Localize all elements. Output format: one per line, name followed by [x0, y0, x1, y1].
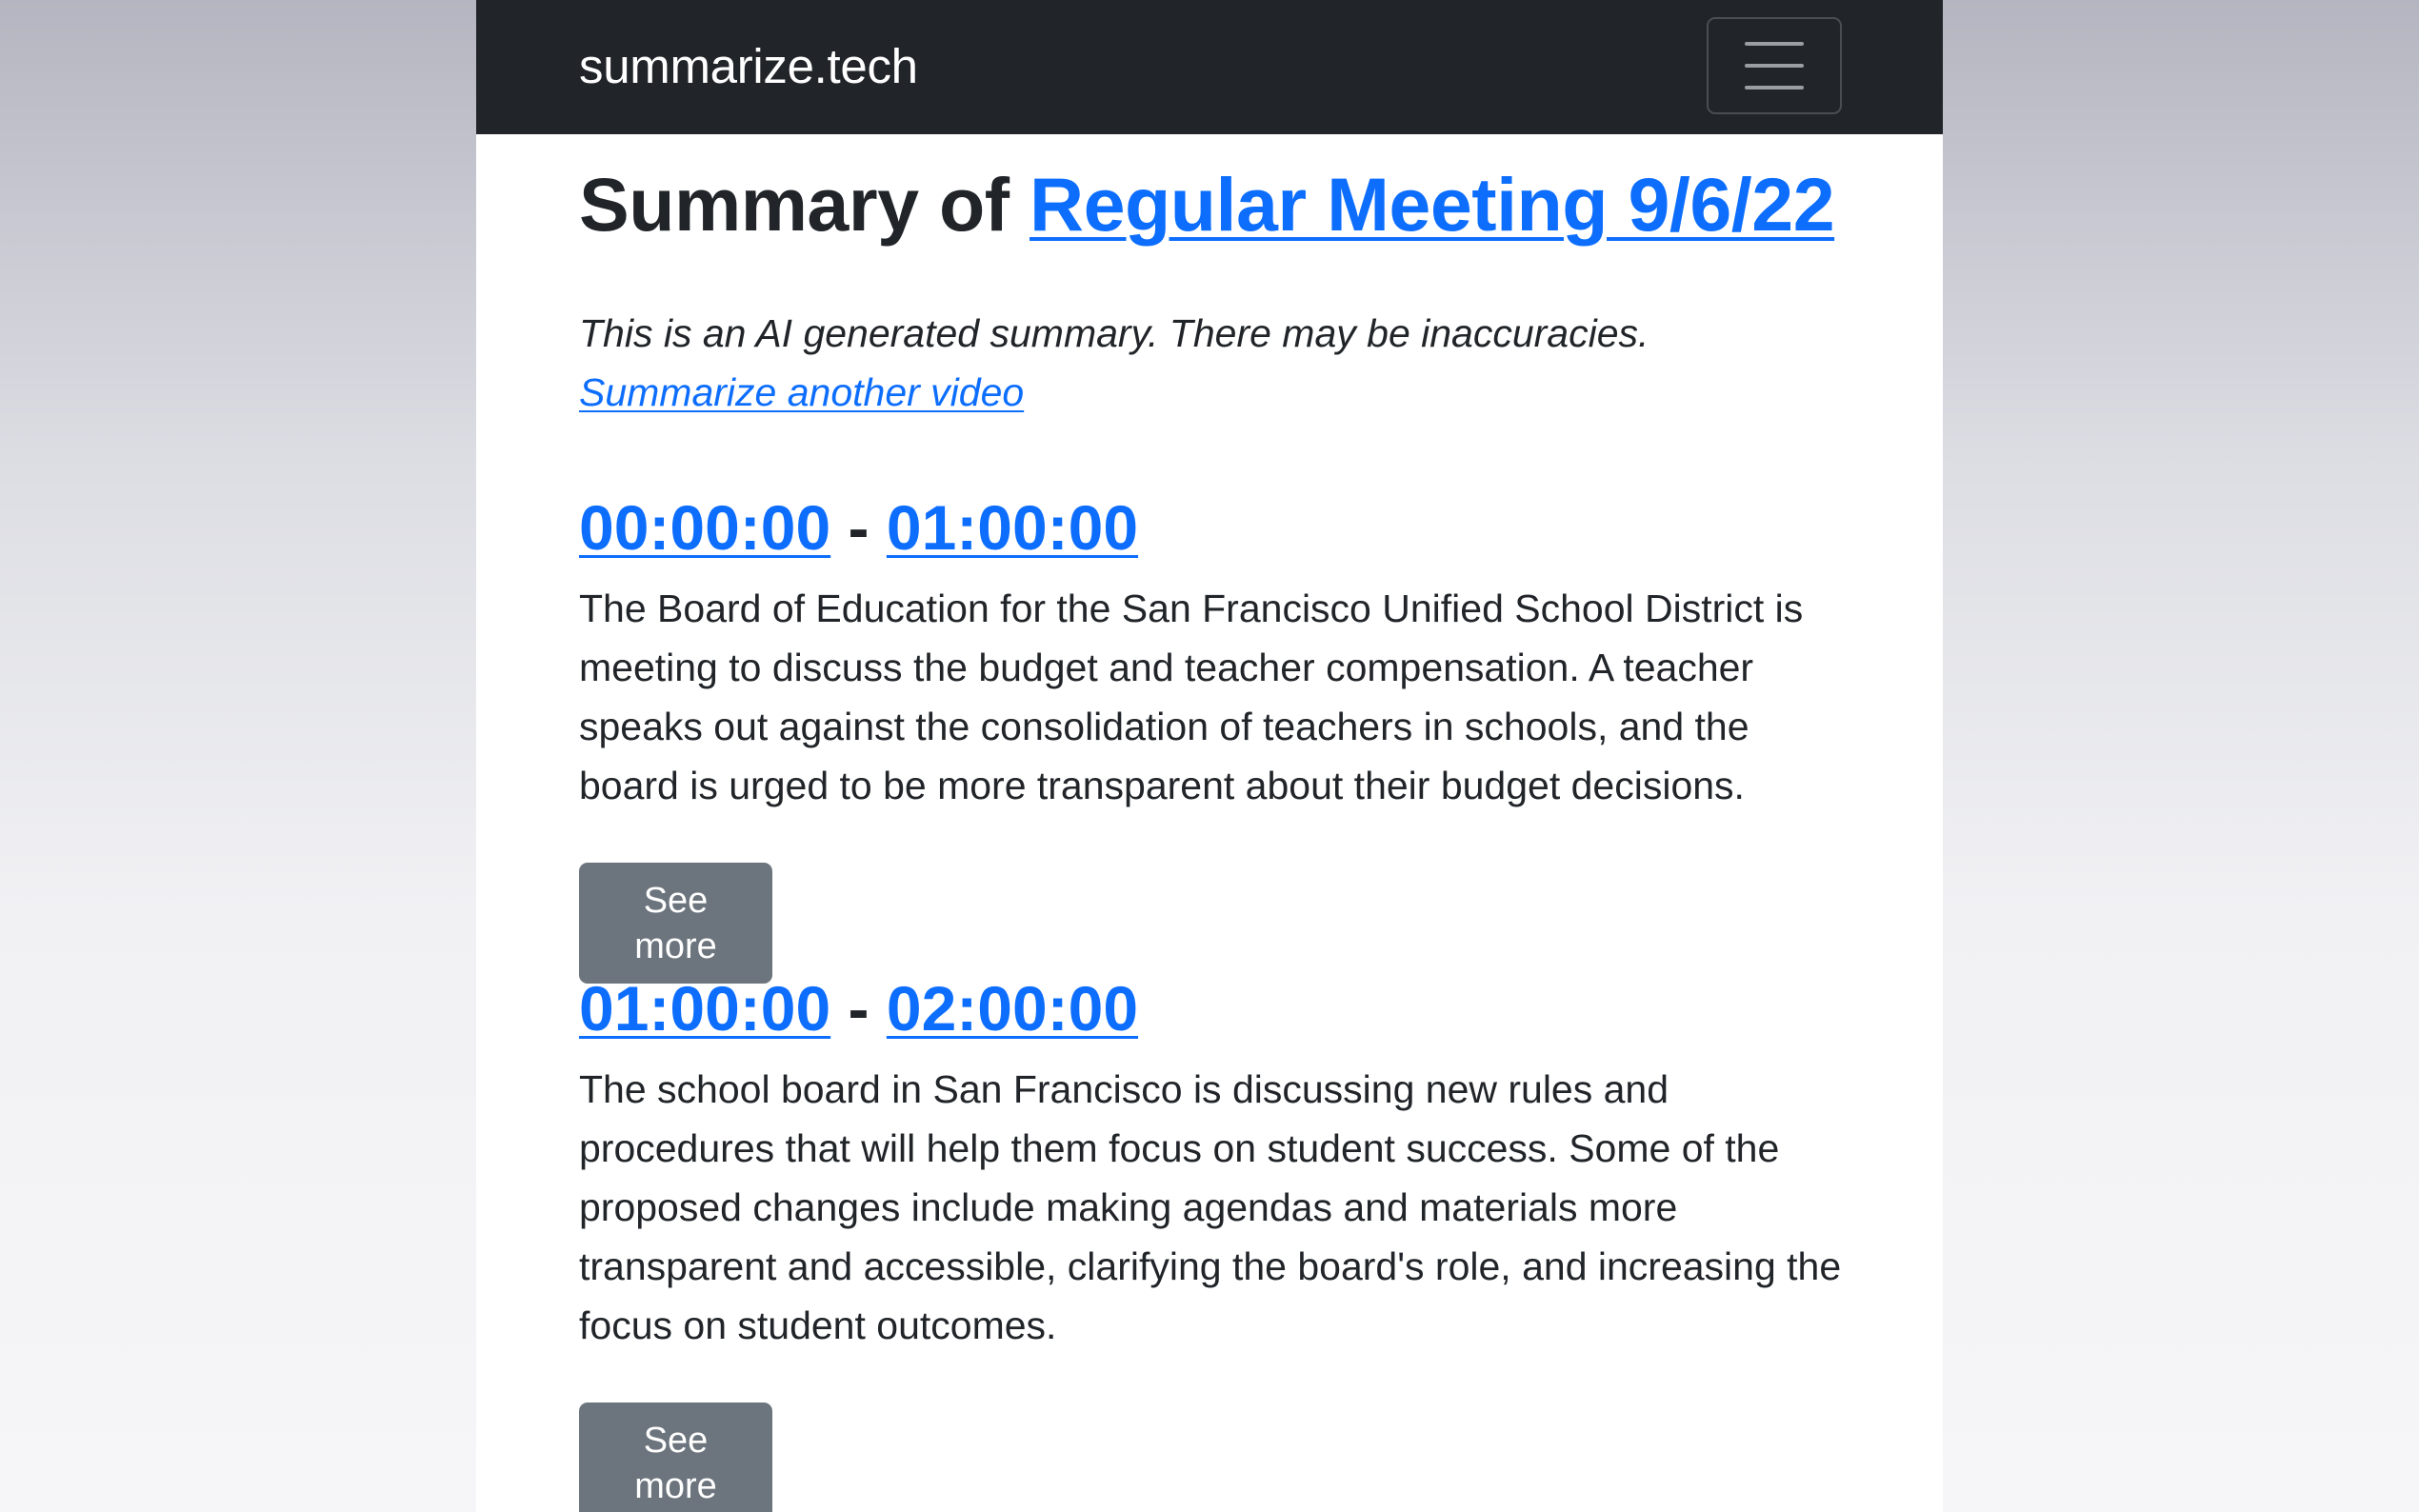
page-container [476, 0, 1943, 1512]
section-summary-text: The school board in San Francisco is discussing new rules and procedures that will help them focus on student success. Some of the proposed changes include making agendas and materials more transparent and accessible, clarifying the board's role, and increasing the focus on student outcomes. [579, 1067, 1842, 1347]
disclaimer-text: This is an AI generated summary. There may be inaccuracies. [579, 311, 1649, 355]
timerange-separator: - [830, 973, 887, 1044]
section-timerange [579, 970, 1846, 1046]
timestamp-end-link[interactable]: 01:00:00 [886, 492, 1139, 563]
summary-section [579, 489, 1846, 984]
timestamp-start-link[interactable]: 01:00:00 [579, 973, 831, 1044]
timerange-separator: - [830, 492, 887, 563]
section-timerange [579, 489, 1846, 566]
timestamp-start-link[interactable]: 00:00:00 [579, 492, 831, 563]
background-right [1943, 0, 2419, 1512]
see-more-button[interactable]: See more [579, 1403, 772, 1512]
disclaimer [579, 304, 1649, 422]
timestamp-end-link[interactable]: 02:00:00 [886, 973, 1139, 1044]
page-title [579, 159, 1834, 250]
brand-link[interactable]: summarize.tech [579, 39, 918, 93]
page-title-prefix: Summary of [579, 162, 1030, 247]
hamburger-icon [1745, 42, 1804, 90]
navbar [476, 0, 1943, 134]
summarize-another-link[interactable]: Summarize another video [579, 370, 1025, 414]
section-summary-text: The Board of Education for the San Francisco Unified School District is meeting to discuss the budget and teacher compensation. A teacher speaks out against the consolidation of teachers in schools, and the board is urged to be more transparent about their budget decisions. [579, 587, 1804, 807]
navbar-toggler-button[interactable] [1707, 17, 1842, 114]
video-title-link[interactable]: Regular Meeting 9/6/22 [1030, 162, 1835, 247]
summary-section [579, 970, 1846, 1512]
background-left [0, 0, 476, 1512]
see-more-button[interactable]: See more [579, 863, 772, 984]
